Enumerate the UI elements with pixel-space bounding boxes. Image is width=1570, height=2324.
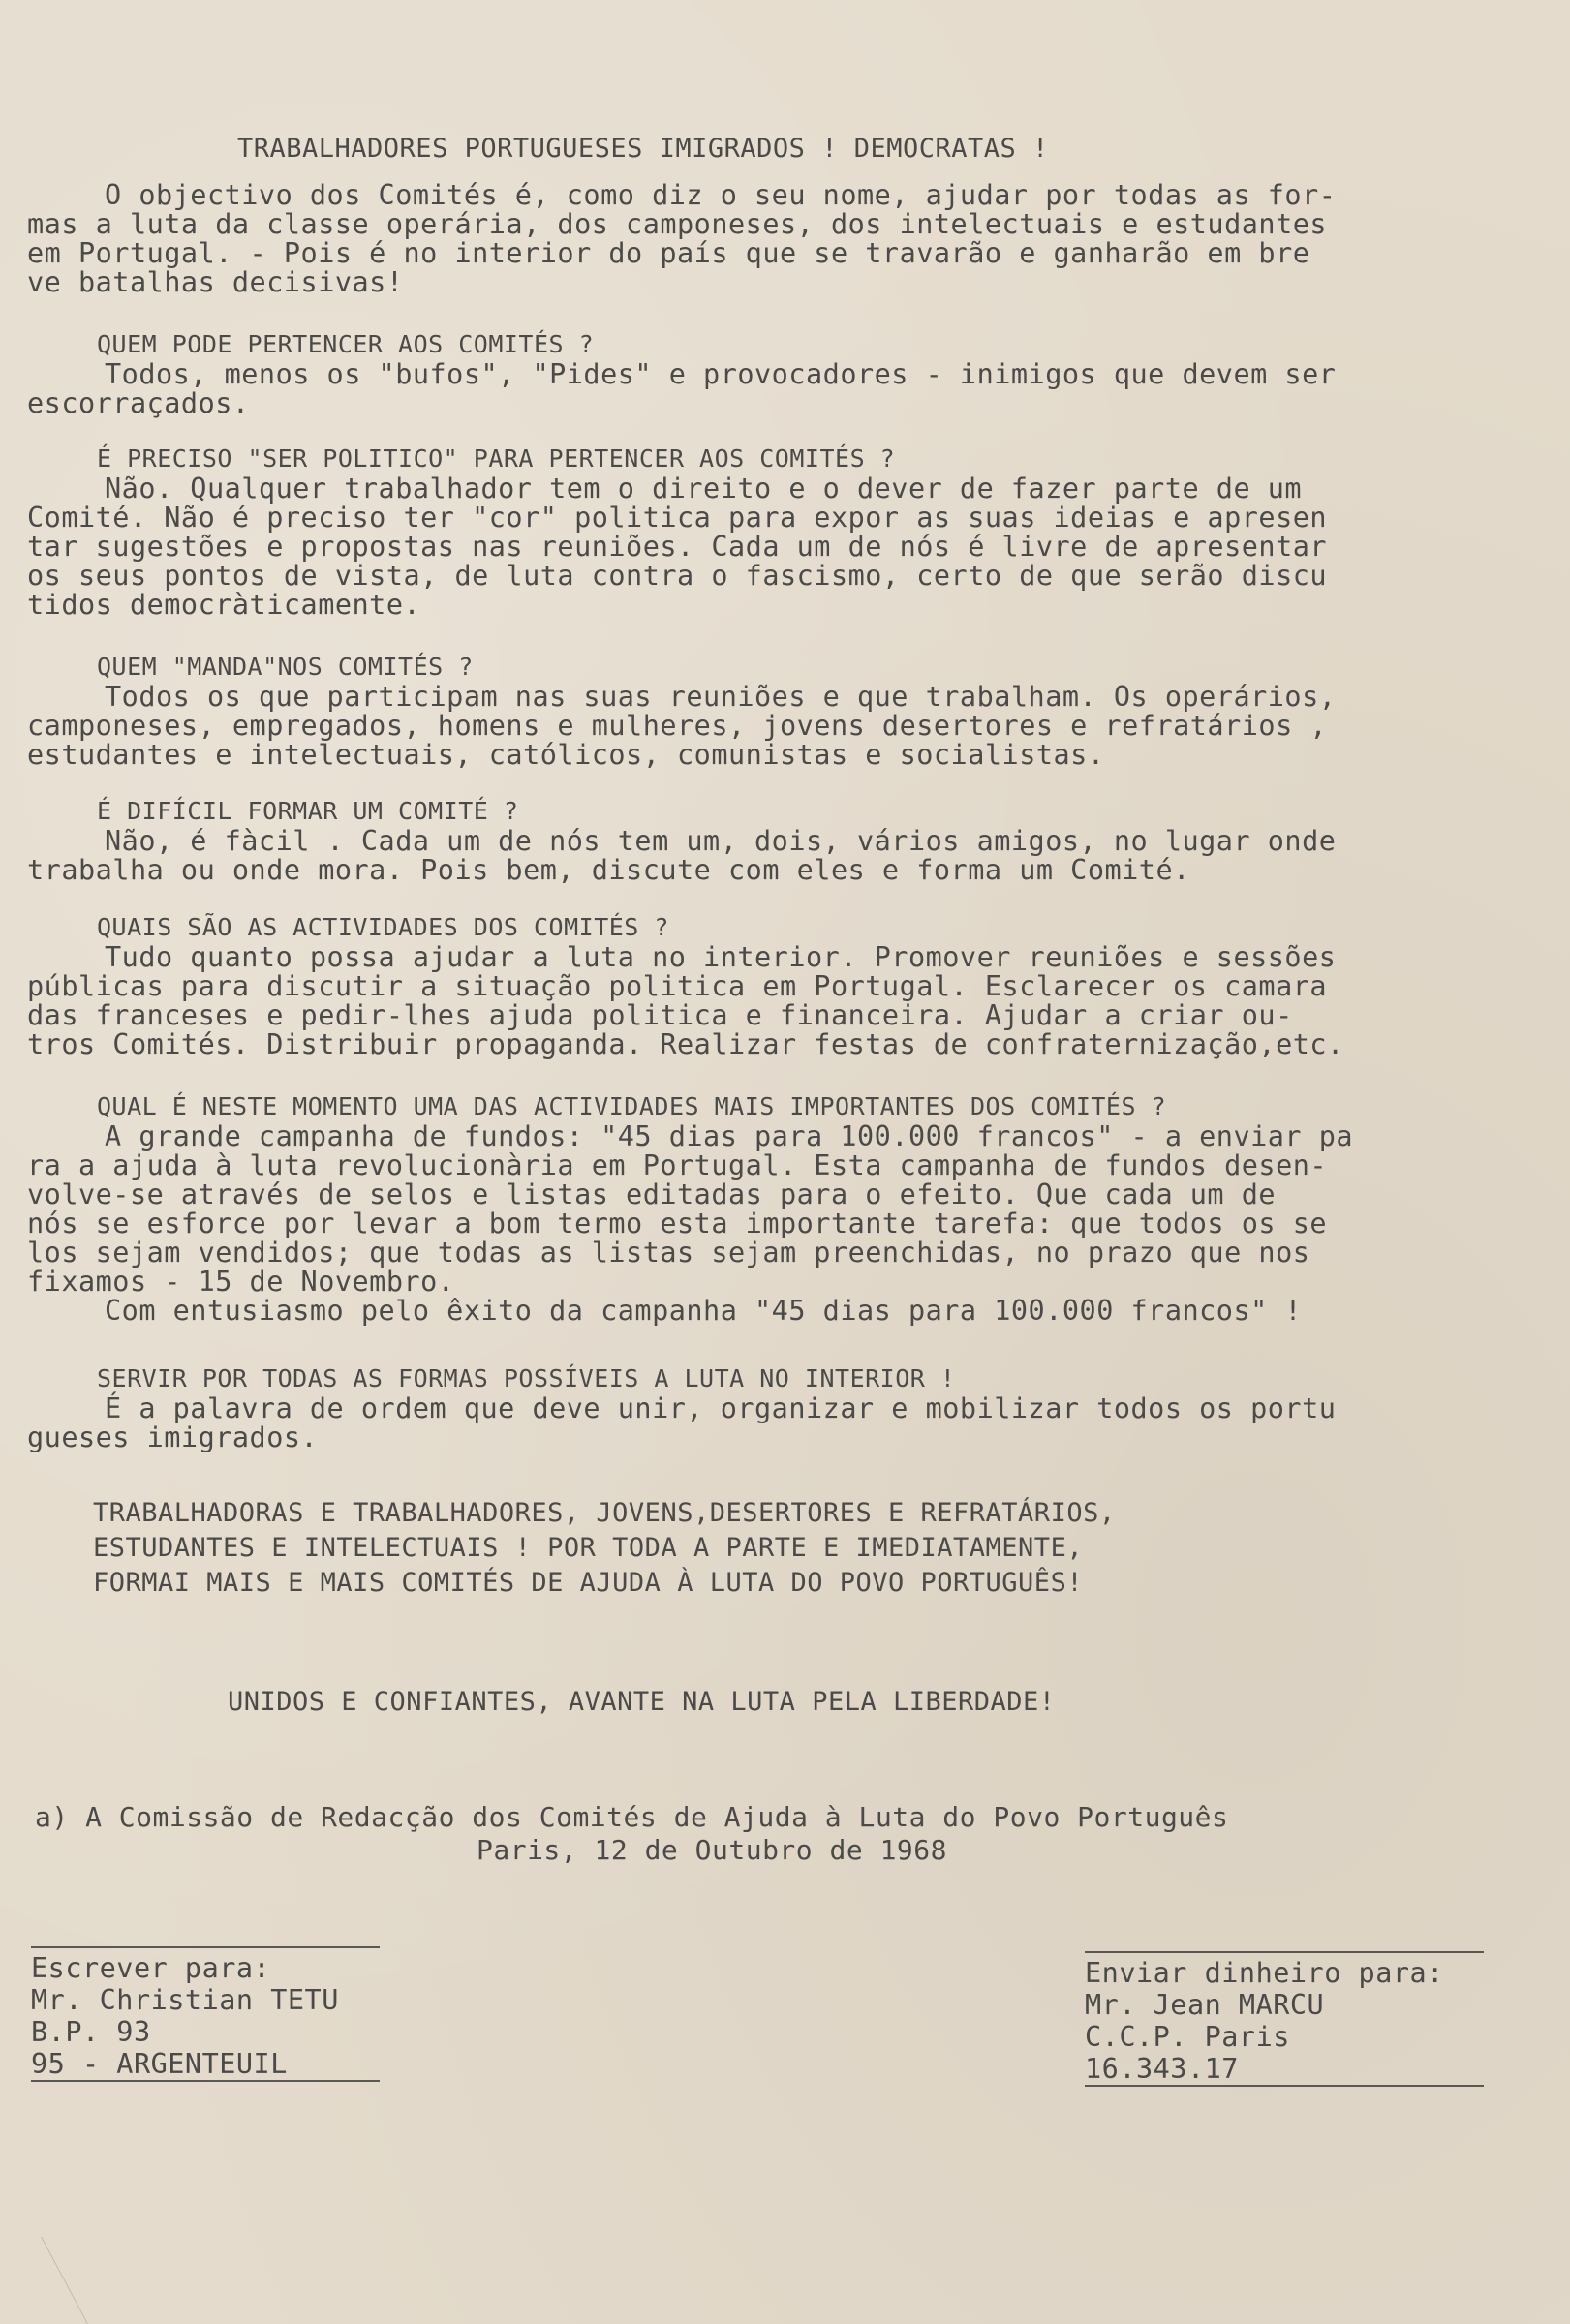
slogan: UNIDOS E CONFIANTES, AVANTE NA LUTA PELA LIBERDADE!	[228, 1687, 1056, 1717]
call-line: ESTUDANTES E INTELECTUAIS ! POR TODA A PARTE E IMEDIATAMENTE,	[93, 1533, 1084, 1563]
section-campaign	[27, 1091, 1480, 1326]
section-line: Não, é fàcil . Cada um de nós tem um, dois, vários amigos, no lugar onde	[105, 825, 1337, 857]
send-money-address	[1085, 1951, 1484, 2087]
intro-line: O objectivo dos Comités é, como diz o seu nome, ajudar por todas as for-	[105, 179, 1337, 211]
section-line: Comité. Não é preciso ter "cor" politica para expor as suas ideias e apresen	[27, 502, 1328, 534]
call-line: FORMAI MAIS E MAIS COMITÉS DE AJUDA À LUTA DO POVO PORTUGUÊS!	[93, 1568, 1084, 1598]
section-line: públicas para discutir a situação politica em Portugal. Esclarecer os camara	[27, 970, 1328, 1002]
write-to-address	[31, 1946, 380, 2082]
section-line: Tudo quanto possa ajudar a luta no interior. Promover reuniões e sessões	[105, 941, 1337, 973]
section-line: Não. Qualquer trabalhador tem o direito e o dever de fazer parte de um	[105, 473, 1303, 505]
section-question: QUAL É NESTE MOMENTO UMA DAS ACTIVIDADES MAIS IMPORTANTES DOS COMITÉS ?	[97, 1092, 1167, 1120]
section-line: trabalha ou onde mora. Pois bem, discute com eles e forma um Comité.	[27, 854, 1190, 886]
section-form-committee	[27, 796, 1480, 885]
section-line: estudantes e intelectuais, católicos, comunistas e socialistas.	[27, 739, 1105, 771]
call-to-action	[93, 1496, 1352, 1601]
send-money-name: Mr. Jean MARCU	[1085, 1989, 1325, 2021]
section-activities	[27, 912, 1480, 1059]
section-question: É PRECISO "SER POLITICO" PARA PERTENCER AOS COMITÉS ?	[97, 444, 896, 473]
section-line: tros Comités. Distribuir propaganda. Realizar festas de confraternização,etc.	[27, 1028, 1344, 1060]
paper-fold-crease	[0, 2237, 88, 2324]
section-line: ra a ajuda à luta revolucionària em Portugal. Esta campanha de fundos desen-	[27, 1149, 1328, 1181]
send-money-label: Enviar dinheiro para:	[1085, 1957, 1444, 1989]
signature	[35, 1801, 1228, 1867]
signature-date: Paris, 12 de Outubro de 1968	[477, 1834, 948, 1866]
section-political	[27, 443, 1480, 620]
section-line: volve-se através de selos e listas editadas para o efeito. Que cada um de	[27, 1178, 1277, 1210]
write-to-city: 95 - ARGENTEUIL	[31, 2048, 380, 2082]
section-who-leads	[27, 652, 1480, 770]
signature-line: a) A Comissão de Redacção dos Comités de Ajuda à Luta do Povo Português	[35, 1801, 1229, 1833]
section-line: nós se esforce por levar a bom termo esta importante tarefa: que todos os se	[27, 1208, 1328, 1239]
section-line: os seus pontos de vista, de luta contra o fascismo, certo de que serão discu	[27, 560, 1328, 592]
send-money-account: C.C.P. Paris	[1085, 2021, 1290, 2053]
section-line: los sejam vendidos; que todas as listas sejam preenchidas, no prazo que nos	[27, 1237, 1310, 1269]
section-who-can-join	[27, 329, 1480, 418]
section-question: QUEM PODE PERTENCER AOS COMITÉS ?	[97, 330, 595, 358]
section-question: QUAIS SÃO AS ACTIVIDADES DOS COMITÉS ?	[97, 913, 669, 941]
section-line: gueses imigrados.	[27, 1422, 319, 1453]
write-to-name: Mr. Christian TETU	[31, 1984, 339, 2016]
section-line: das franceses e pedir-lhes ajuda politica e financeira. Ajudar a criar ou-	[27, 999, 1293, 1031]
section-line: escorraçados.	[27, 387, 250, 419]
section-line: tidos democràticamente.	[27, 589, 421, 621]
write-to-box: B.P. 93	[31, 2016, 151, 2048]
section-line: Todos os que participam nas suas reuniões e que trabalham. Os operários,	[105, 681, 1337, 713]
section-line: A grande campanha de fundos: "45 dias para 100.000 francos" - a enviar pa	[105, 1120, 1354, 1152]
intro-line: ve batalhas decisivas!	[27, 266, 404, 298]
section-question: É DIFÍCIL FORMAR UM COMITÉ ?	[97, 797, 519, 825]
intro-line: em Portugal. - Pois é no interior do país que se travarão e ganharão em bre	[27, 237, 1310, 269]
leaflet-title: TRABALHADORES PORTUGUESES IMIGRADOS ! DEMOCRATAS !	[237, 134, 1049, 164]
section-line: tar sugestões e propostas nas reuniões. Cada um de nós é livre de apresentar	[27, 531, 1328, 563]
section-line: Todos, menos os "bufos", "Pides" e provocadores - inimigos que devem ser	[105, 358, 1337, 390]
write-to-label: Escrever para:	[31, 1952, 271, 1984]
call-line: TRABALHADORAS E TRABALHADORES, JOVENS,DESERTORES E REFRATÁRIOS,	[93, 1498, 1116, 1528]
section-question: QUEM "MANDA"NOS COMITÉS ?	[97, 653, 474, 681]
section-serve	[27, 1363, 1480, 1452]
intro-paragraph	[27, 181, 1480, 297]
send-money-number: 16.343.17	[1085, 2053, 1484, 2087]
section-line: É a palavra de ordem que deve unir, organizar e mobilizar todos os portu	[105, 1392, 1337, 1424]
section-line: camponeses, empregados, homens e mulheres, jovens desertores e refratários ,	[27, 710, 1328, 742]
section-question: SERVIR POR TODAS AS FORMAS POSSÍVEIS A LUTA NO INTERIOR !	[97, 1364, 956, 1392]
intro-line: mas a luta da classe operária, dos camponeses, dos intelectuais e estudantes	[27, 208, 1328, 240]
section-line: Com entusiasmo pelo êxito da campanha "45 dias para 100.000 francos" !	[105, 1295, 1303, 1327]
section-line: fixamos - 15 de Novembro.	[27, 1266, 455, 1298]
